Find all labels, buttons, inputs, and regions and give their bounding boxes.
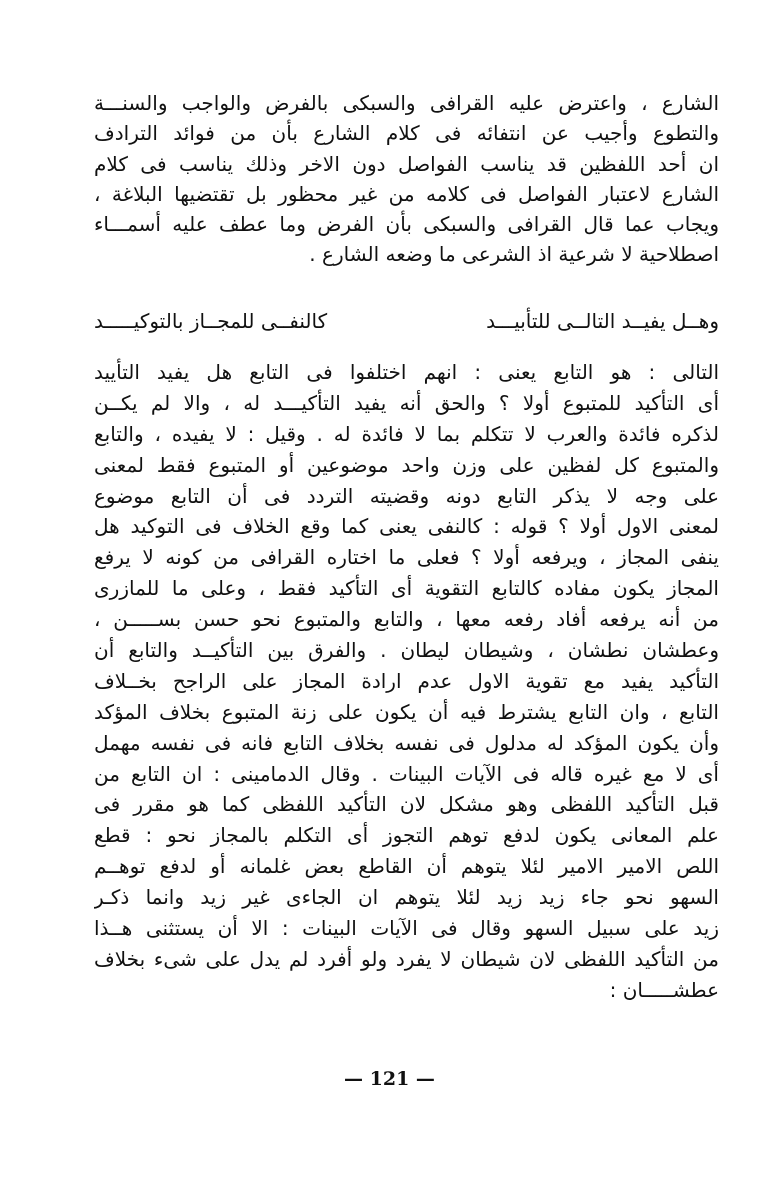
- text-line: والتطوع وأجيب عن انتفائه فى كلام الشارع بأن من فوائد الترادف: [94, 121, 719, 146]
- text-line: ينفى المجاز ، ويرفعه أولا ؟ فعلى ما اختاره القرافى من كونه لا يرفع: [94, 545, 719, 570]
- text-line: لمعنى الاول أولا ؟ قوله : كالنفى يعنى كما وقع الخلاف فى التوكيد هل: [94, 514, 719, 539]
- text-line: التأكيد يفيد مع تقوية الاول عدم ارادة المجاز على الراجح بخــلاف: [94, 668, 719, 693]
- paragraph-commentary-2: [94, 357, 719, 1006]
- page-number: — 121 —: [344, 1068, 435, 1090]
- verse-right-hemistich: وهــل يفيــد التالــى للتأبيـــد: [486, 309, 719, 333]
- text-line: التابع ، وان التابع يشترط فيه أن يكون على زنة المتبوع بخلاف المؤكد: [94, 699, 719, 724]
- text-line: من أنه يرفعه أفاد رفعه معها ، والتابع والمتبوع نحو حسن بســـــن ،: [94, 607, 719, 632]
- text-line: من التأكيد اللفظى لان شيطان لا يفرد ولو أفرد لم يدل على شىء بخلاف: [94, 946, 719, 971]
- text-line: والمتبوع كل لفظين على وزن واحد موضوعين أو المتبوع فقط لمعنى: [94, 452, 719, 477]
- text-line: المجاز يكون مفاده كالتابع التقوية أى التأكيد فقط ، وعلى ما للمازرى: [94, 576, 719, 601]
- verse-left-hemistich: كالنفــى للمجــاز بالتوكيـــــد: [94, 309, 328, 333]
- text-line: السهو نحو جاء زيد زيد لئلا يتوهم ان الجاءى غير زيد وانما ذكـر: [94, 885, 719, 910]
- text-line: وعطشان نطشان ، وشيطان ليطان . والفرق بين التأكيــد والتابع أن: [94, 638, 719, 663]
- text-line: الشارع ، واعترض عليه القرافى والسبكى بالفرض والواجب والسنـــة: [94, 91, 719, 115]
- text-line: أى لا مع غيره قاله فى الآيات البينات . وقال الدمامينى : ان التابع من: [94, 761, 719, 786]
- text-line: زيد على سبيل السهو وقال فى الآيات البينات : الا أن يستثنى هــذا: [94, 916, 719, 941]
- text-line: على وجه لا يذكر التابع دونه وقضيته التردد فى أن التابع موضوع: [94, 483, 719, 508]
- paragraph-commentary-1: [94, 88, 719, 270]
- text-line: اللص الامير الامير لئلا يتوهم أن القاطع بعض غلمانه أو لدفع توهــم: [94, 854, 719, 879]
- text-line: علم المعانى يكون لدفع توهم التجوز أى التكلم بالمجاز نحو : قطع: [94, 823, 719, 848]
- text-line: ان أحد اللفظين قد يناسب الفواصل دون الاخر وذلك يناسب فى كلام: [94, 151, 719, 176]
- text-line: وأن يكون المؤكد له مدلول فى نفسه بخلاف التابع فانه فى نفسه مهمل: [94, 730, 719, 755]
- text-line: الشارع لاعتبار الفواصل فى كلامه من غير محظور بل تقتضيها البلاغة ،: [94, 181, 719, 206]
- text-line: أى التأكيد للمتبوع أولا ؟ والحق أنه يفيد التأكيـــد له ، والا لم يكــن: [94, 390, 719, 415]
- text-line: التالى : هو التابع يعنى : انهم اختلفوا فى التابع هل يفيد التأييد: [94, 360, 719, 384]
- text-line: ويجاب عما قال القرافى والسبكى بأن الفرض وما عطف عليه أسمـــاء: [94, 212, 719, 237]
- text-line: قبل التأكيد اللفظى وهو مشكل لان التأكيد اللفظى كما هو مقرر فى: [94, 792, 719, 817]
- text-line: عطشـــــان :: [609, 977, 719, 1002]
- text-line: لذكره فائدة والعرب لا تتكلم بما لا فائدة له . وقيل : لا يفيده ، والتابع: [94, 421, 719, 446]
- text-line: اصطلاحية لا شرعية اذ الشرعى ما وضعه الشارع .: [309, 242, 719, 267]
- verse-line: [94, 306, 719, 336]
